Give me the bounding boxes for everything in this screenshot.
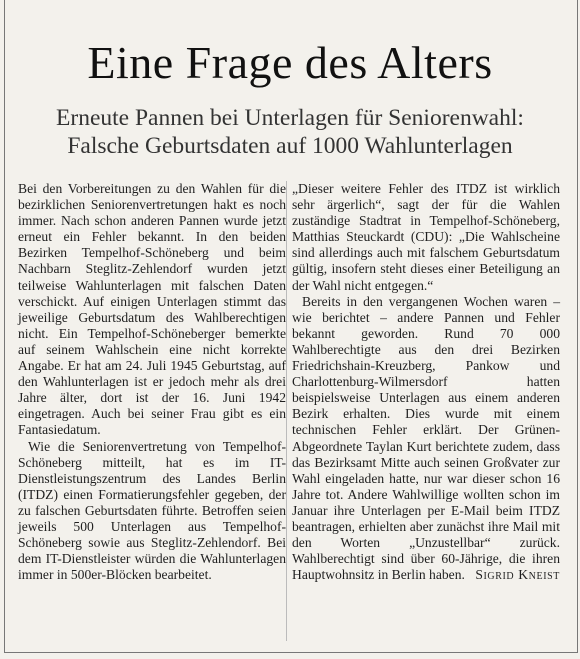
left-paragraph-1: Bei den Vorbereitungen zu den Wahlen für die bezirklichen Seniorenvertretungen hakt es noch immer. Nach schon anderen Pannen wurde jetzt erneut ein Fehler bekannt. In den beiden Bezirken Tempelhof-Schöneberg und beim Nachbarn Steglitz-Zehlendorf wurden jetzt teilweise Wahlunterlagen mit falschen Daten verschickt. Auf einigen Unterlagen stimmt das jeweilige Geburtsdatum des Wahlberechtigen nicht. Ein Tempelhof-Schöneberger bemerkte auf seinem Wahlschein eine nicht korrekte Angabe. Er hat am 24. Juli 1945 Geburtstag, auf den Wahlunterlagen ist er jedoch mehr als drei Jahre älter, dort ist der 16. Juni 1942 eingetragen. Auch bei seiner Frau gibt es ein Fantasiedatum. [18, 181, 286, 438]
headline: Eine Frage des Alters [87, 37, 493, 88]
subheadline-line-2: Falsche Geburtsdaten auf 1000 Wahlunterlagen [67, 133, 513, 159]
author-byline: Sigrid Kneist [475, 567, 560, 583]
column-divider [286, 181, 287, 641]
right-column [292, 181, 560, 583]
left-paragraph-2: Wie die Seniorenvertretung von Tempelhof-Schöneberg mitteilt, hat es im IT-Dienstleistungszentrum des Landes Berlin (ITDZ) einen Formatierungsfehler gegeben, der zu falschen Geburtsdaten führte. Betroffen seien jeweils 500 Unterlagen aus Tempelhof-Schöneberg sowie aus Steglitz-Zehlendorf. Bei dem IT-Dienstleister würden die Wahlunterlagen immer in 500er-Blöcken bearbeitet. [18, 438, 286, 583]
subheadline-line-1: Erneute Pannen bei Unterlagen für Seniorenwahl: [56, 105, 524, 131]
subheadline [0, 104, 580, 160]
right-paragraph-2-text: Bereits in den vergangenen Wochen waren – wie berichtet – andere Pannen und Fehler bekannt geworden. Rund 70 000 Wahlberechtigte aus den drei Bezirken Friedrichshain-Kreuzberg, Pankow und Charlottenburg-Wilmersdorf hatten beispielsweise Unterlagen aus einem anderen Bezirk erhalten. Dies wurde mit einem technischen Fehler erklärt. Der Grünen-Abgeordnete Taylan Kurt berichtete zudem, dass das Bezirksamt Mitte auch seinen Großvater zur Wahl eingeladen hatte, nur war dieser schon 16 Jahre tot. Andere Wahlwillige wollten schon im Januar ihre Unterlagen per E-Mail beim ITDZ beantragen, erhielten aber zunächst ihre Mail mit den Worten „Unzustellbar“ zurück. Wahlberechtigt sind über 60-Jährige, die ihren Hauptwohnsitz in Berlin haben. [292, 293, 560, 583]
right-paragraph-2 [292, 294, 560, 584]
left-column [18, 181, 286, 583]
right-paragraph-1: „Dieser weitere Fehler des ITDZ ist wirklich sehr ärgerlich“, sagt der für die Wahlen zuständige Stadtrat in Tempelhof-Schöneberg, Matthias Steuckardt (CDU): „Die Wahlscheine sind allerdings auch mit falschem Geburtsdatum gültig, insofern steht dieses einer Beteiligung an der Wahl nicht entgegen.“ [292, 181, 560, 293]
